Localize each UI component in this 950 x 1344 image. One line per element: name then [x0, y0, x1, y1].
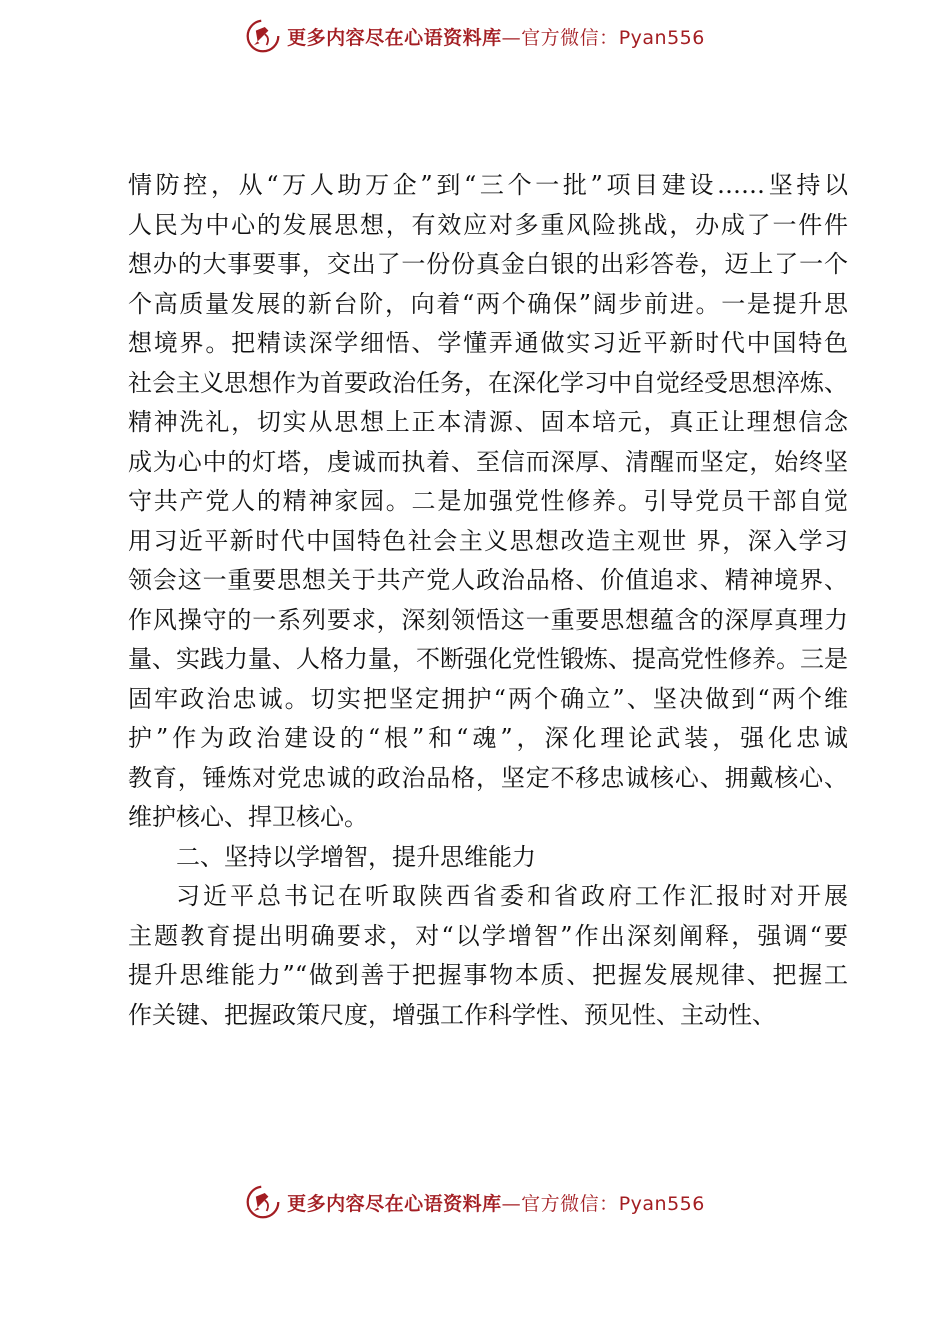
header-wechat-label: —官方微信： — [501, 26, 619, 49]
paragraph-1-line: 护”作为政治建设的“根”和“魂”，深化理论武装，强化忠诚 — [128, 724, 848, 752]
paragraph-1-line: 成为心中的灯塔，虔诚而执着、至信而深厚、清醒而坚定，始终坚 — [128, 447, 848, 476]
footer-banner — [0, 1182, 950, 1222]
paragraph-1-line: 想办的大事要事，交出了一份份真金白银的出彩答卷，迈上了一个 — [128, 250, 848, 278]
header-title: 更多内容尽在心语资料库 — [287, 26, 502, 49]
document-body — [128, 166, 848, 1035]
footer-title: 更多内容尽在心语资料库 — [287, 1192, 502, 1215]
header-text — [287, 23, 705, 50]
footer-wechat-id: Pyan556 — [618, 1192, 705, 1215]
paragraph-1-line: 量、实践力量、人格力量，不断强化党性锻炼、提高党性修养。三是 — [128, 645, 848, 673]
footer-wechat-label: —官方微信： — [501, 1192, 619, 1215]
paragraph-1-line: 个高质量发展的新台阶，向着“两个确保”阔步前进。一是提升思 — [128, 289, 848, 318]
header-banner — [0, 16, 950, 56]
paragraph-2-line: 作关键、把握政策尺度，增强工作科学性、预见性、主动性、 — [128, 1000, 776, 1029]
paragraph-1-line: 维护核心、捍卫核心。 — [128, 803, 368, 831]
paragraph-1-line: 作风操守的一系列要求，深刻领悟这一重要思想蕴含的深厚真理力 — [128, 605, 848, 634]
logo-icon — [245, 18, 281, 54]
paragraph-2-line: 提升思维能力”“做到善于把握事物本质、把握发展规律、把握工 — [128, 961, 848, 989]
paragraph-2-line: 主题教育提出明确要求，对“以学增智”作出深刻阐释，强调“要 — [128, 921, 848, 950]
paragraph-1-line: 情防控，从“万人助万企”到“三个一批”项目建设……坚持以 — [128, 171, 848, 199]
paragraph-1-line: 人民为中心的发展思想，有效应对多重风险挑战，办成了一件件 — [128, 210, 848, 239]
paragraph-1-line: 守共产党人的精神家园。二是加强党性修养。引导党员干部自觉 — [128, 487, 848, 515]
paragraph-1-line: 领会这一重要思想关于共产党人政治品格、价值追求、精神境界、 — [128, 566, 848, 594]
paragraph-1-line: 精神洗礼，切实从思想上正本清源、固本培元，真正让理想信念 — [128, 408, 848, 436]
paragraph-1-line: 社会主义思想作为首要政治任务，在深化学习中自觉经受思想淬炼、 — [128, 368, 848, 397]
paragraph-1-line: 想境界。把精读深学细悟、学懂弄通做实习近平新时代中国特色 — [128, 329, 848, 357]
section-heading: 二、坚持以学增智，提升思维能力 — [176, 842, 536, 871]
paragraph-1-line: 固牢政治忠诚。切实把坚定拥护“两个确立”、坚决做到“两个维 — [128, 684, 848, 713]
header-wechat-id: Pyan556 — [618, 26, 705, 49]
footer-text — [287, 1189, 705, 1216]
paragraph-1-line: 教育，锤炼对党忠诚的政治品格，坚定不移忠诚核心、拥戴核心、 — [128, 763, 848, 792]
paragraph-1-line: 用习近平新时代中国特色社会主义思想改造主观世 界，深入学习 — [128, 526, 848, 555]
logo-icon — [245, 1184, 281, 1220]
paragraph-2-line: 习近平总书记在听取陕西省委和省政府工作汇报时对开展 — [176, 882, 848, 910]
